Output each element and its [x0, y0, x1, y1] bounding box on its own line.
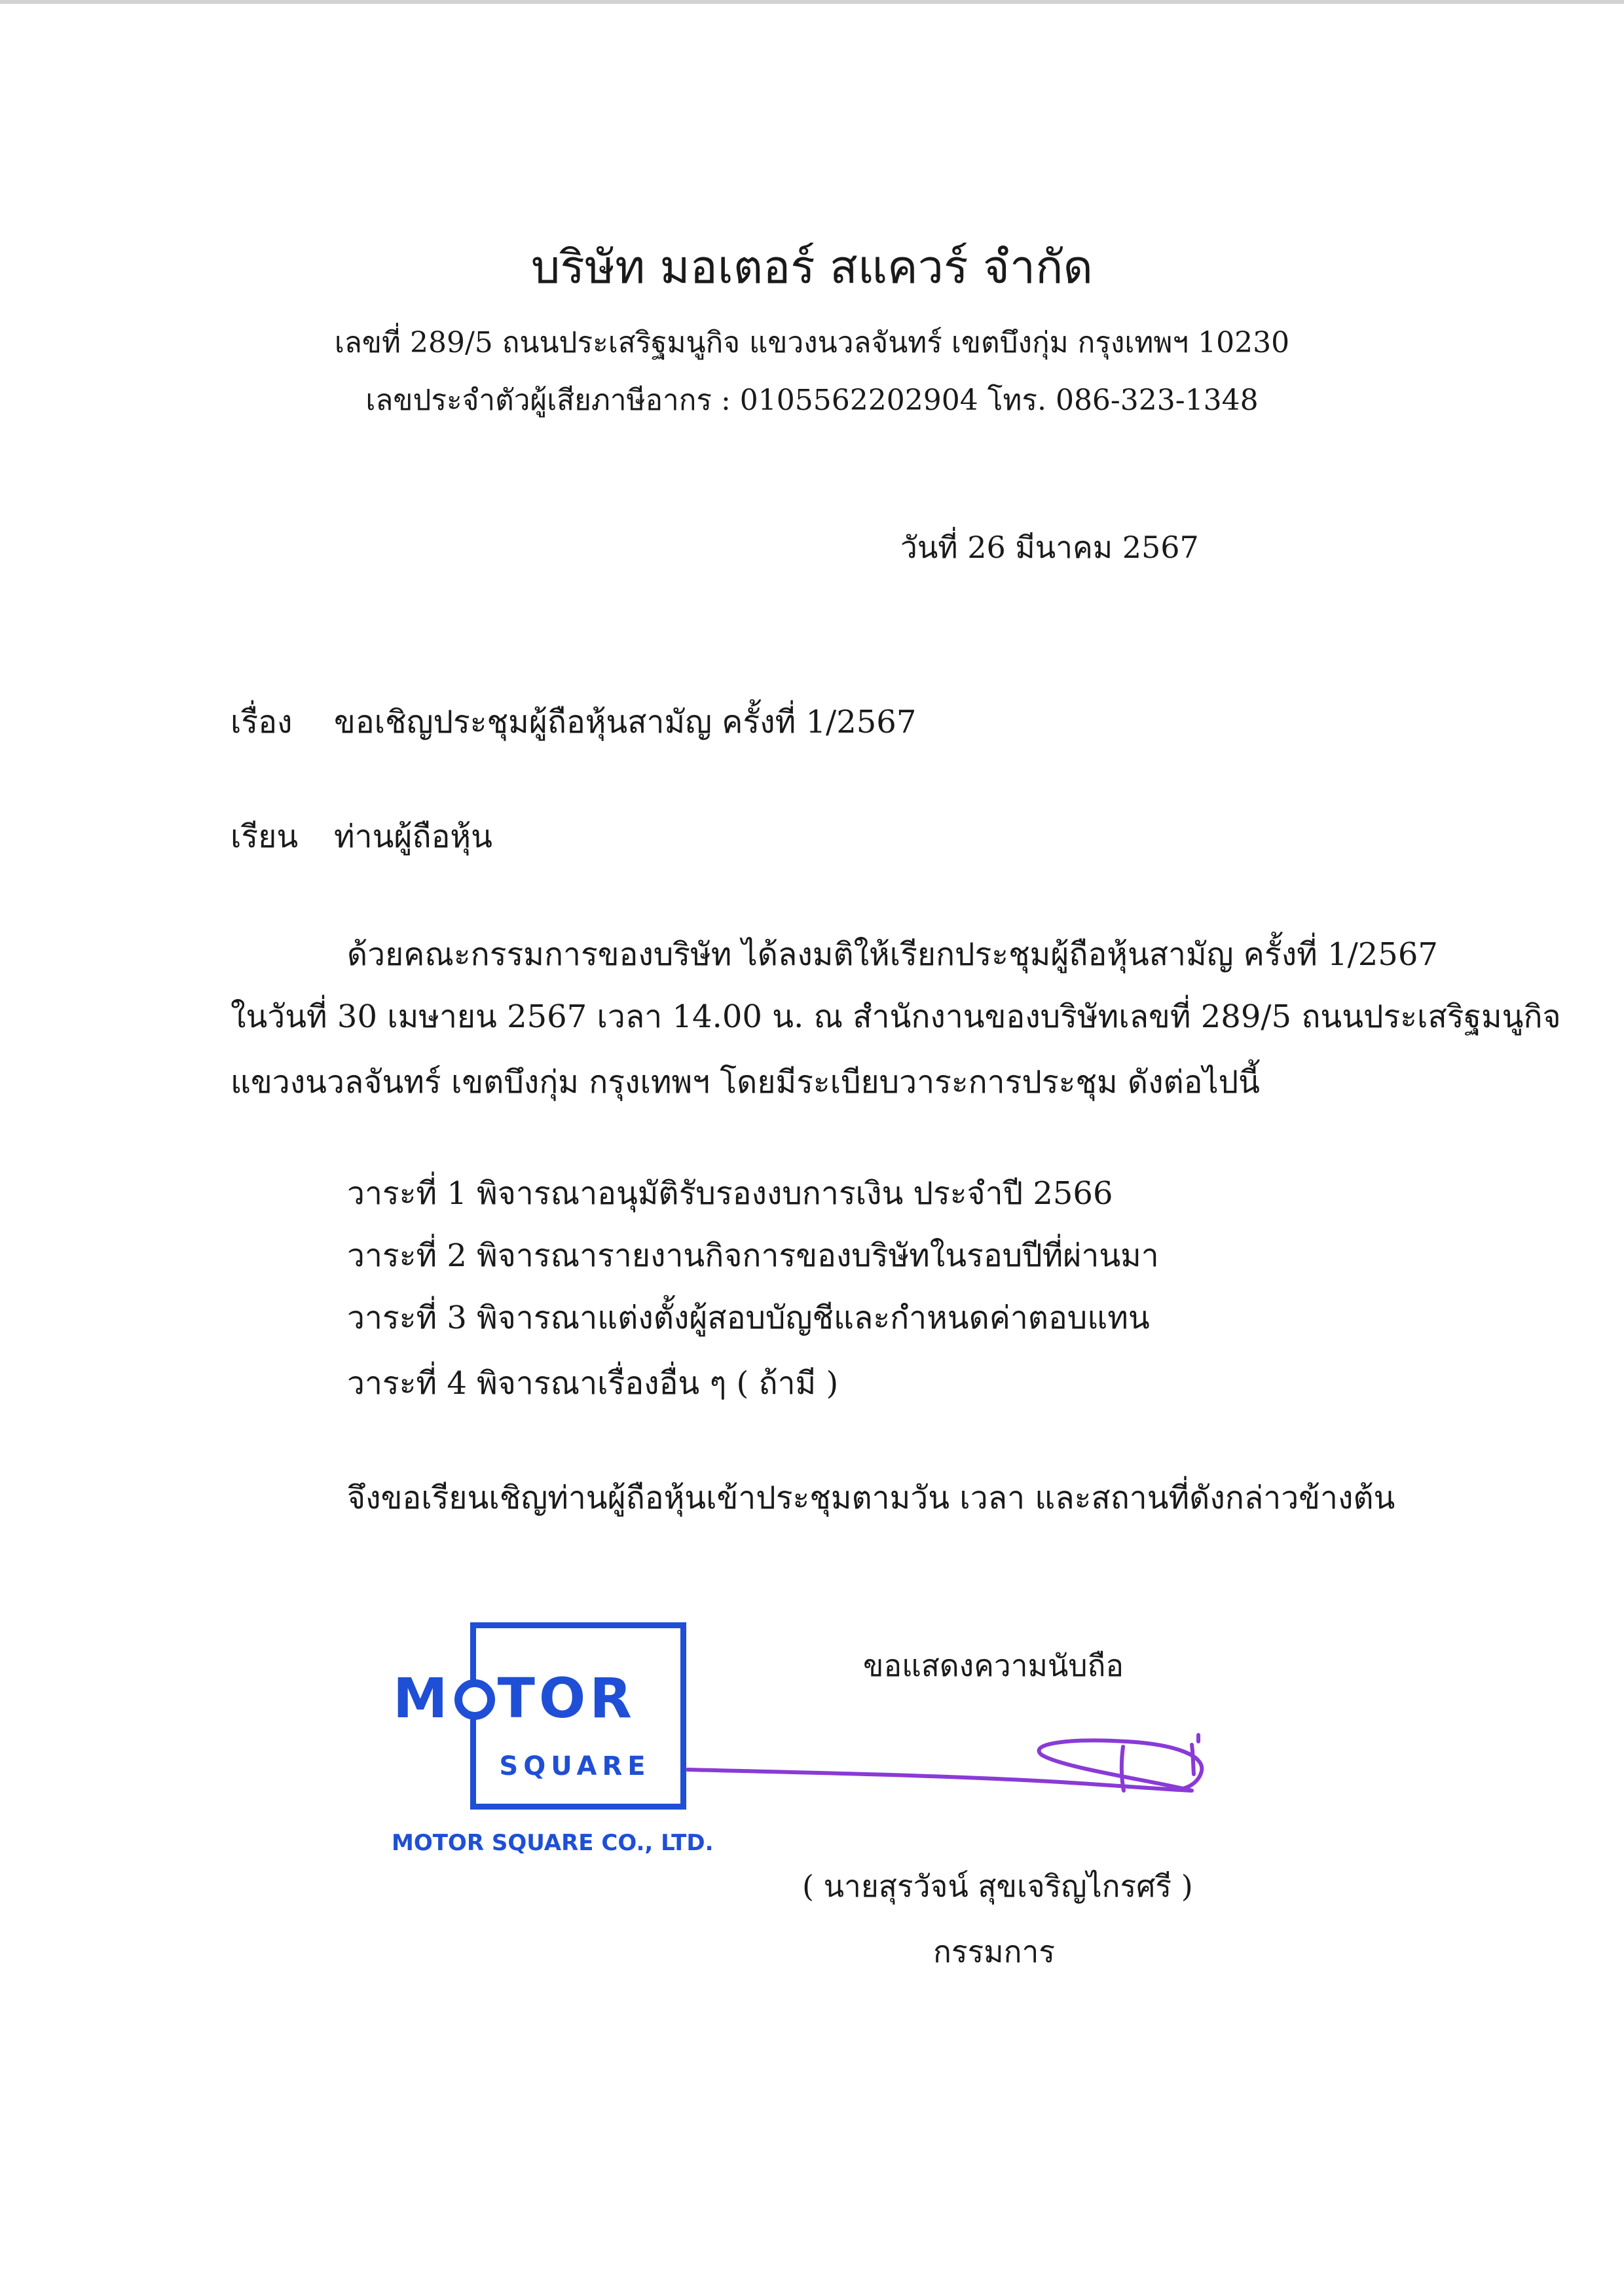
agenda-item-1: วาระที่ 1 พิจารณาอนุมัติรับรองงบการเงิน ประจำปี 2566	[347, 1175, 1113, 1212]
recipient-text: ท่านผู้ถือหุ้น	[334, 818, 492, 855]
signer-title: กรรมการ	[933, 1934, 1055, 1969]
signature-stroke	[688, 1735, 1202, 1791]
logo-letter-m: M	[393, 1666, 452, 1730]
agenda-item-3: วาระที่ 3 พิจารณาแต่งตั้งผู้สอบบัญชีและกำหนดค่าตอบแทน	[347, 1300, 1150, 1336]
agenda-item-2: วาระที่ 2 พิจารณารายงานกิจการของบริษัทในรอบปีที่ผ่านมา	[347, 1237, 1159, 1274]
logo-letters-tor: TOR	[497, 1666, 636, 1730]
logo-o-ring	[454, 1679, 495, 1720]
recipient-label: เรียน	[231, 818, 299, 855]
body-line-3: แขวงนวลจันทร์ เขตบึงกุ่ม กรุงเทพฯ โดยมีระเบียบวาระการประชุม ดังต่อไปนี้	[231, 1064, 1260, 1101]
agenda-item-4: วาระที่ 4 พิจารณาเรื่องอื่น ๆ ( ถ้ามี )	[347, 1365, 839, 1402]
body-line-1: ด้วยคณะกรรมการของบริษัท ได้ลงมติให้เรียกประชุมผู้ถือหุ้นสามัญ ครั้งที่ 1/2567	[347, 936, 1438, 973]
closing-line: จึงขอเรียนเชิญท่านผู้ถือหุ้นเข้าประชุมตามวัน เวลา และสถานที่ดังกล่าวข้างต้น	[347, 1480, 1395, 1516]
company-address: เลขที่ 289/5 ถนนประเสริฐมนูกิจ แขวงนวลจันทร์ เขตบึงกุ่ม กรุงเทพฯ 10230	[334, 326, 1290, 359]
signer-name: ( นายสุรวัจน์ สุขเจริญไกรศรี )	[802, 1868, 1193, 1904]
letter-date: วันที่ 26 มีนาคม 2567	[900, 530, 1199, 565]
company-name: บริษัท มอเตอร์ สแควร์ จำกัด	[530, 240, 1093, 294]
logo-wordmark	[393, 1666, 636, 1730]
subject-text: ขอเชิญประชุมผู้ถือหุ้นสามัญ ครั้งที่ 1/2567	[334, 704, 917, 740]
logo-square-text: SQUARE	[477, 1748, 673, 1785]
subject-label: เรื่อง	[231, 704, 293, 740]
company-tax-id-phone: เลขประจำตัวผู้เสียภาษีอากร : 0105562202904 โทร. 086-323-1348	[365, 384, 1259, 417]
body-line-2: ในวันที่ 30 เมษายน 2567 เวลา 14.00 น. ณ สำนักงานของบริษัทเลขที่ 289/5 ถนนประเสริฐมนูกิจ	[231, 998, 1561, 1035]
sign-off: ขอแสดงความนับถือ	[863, 1648, 1124, 1683]
logo-caption: MOTOR SQUARE CO., LTD.	[392, 1830, 714, 1856]
scan-edge	[0, 0, 1624, 4]
